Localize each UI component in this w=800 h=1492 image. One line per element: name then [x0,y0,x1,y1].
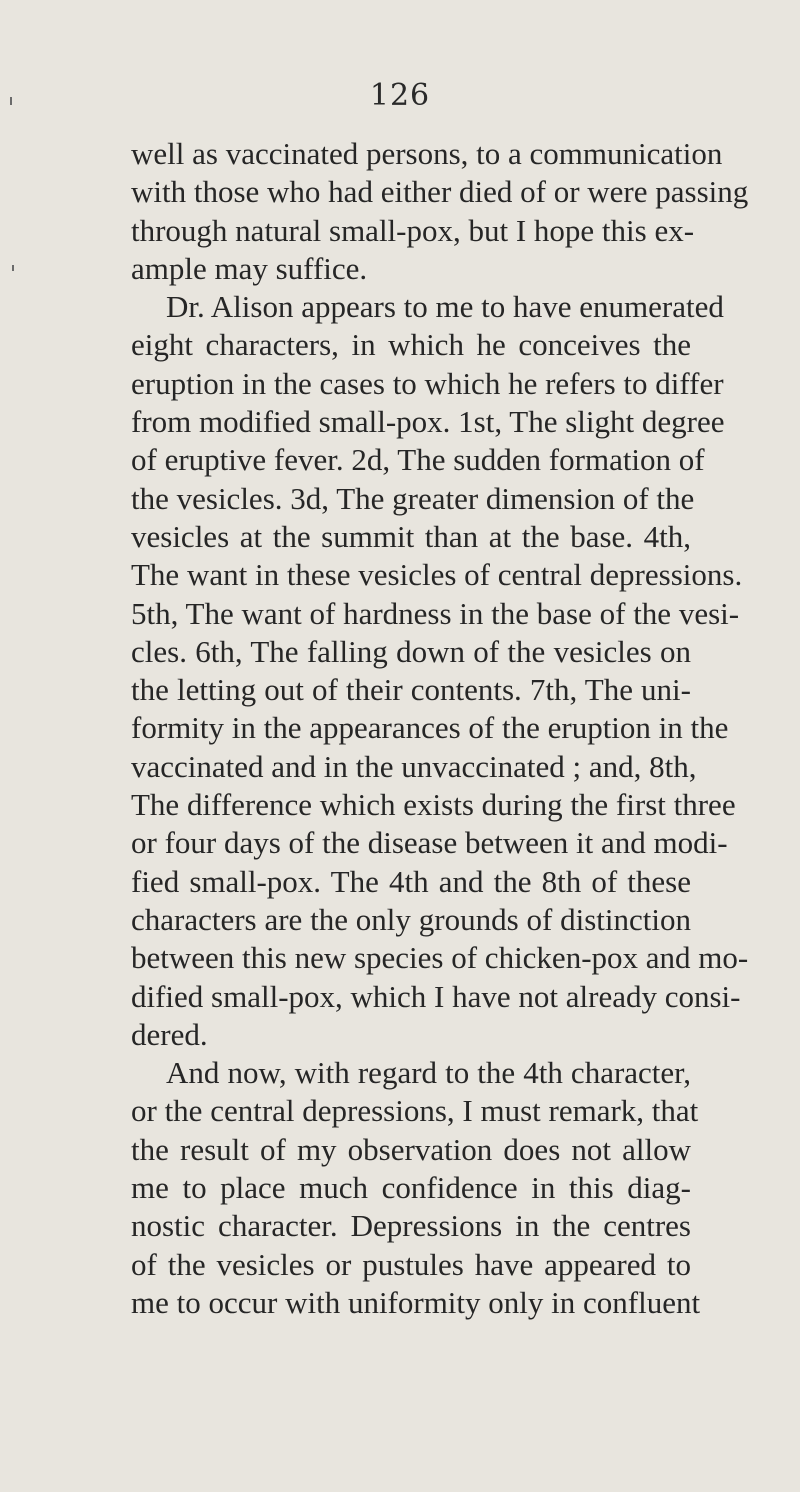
text-line: dified small-pox, which I have not already consi- [131,978,741,1014]
text-line: eight characters, in which he conceives the [131,327,691,363]
text-line: nostic character. Depressions in the centres [131,1208,691,1244]
text-line: me to place much confidence in this diag- [131,1170,691,1206]
text-line: the vesicles. 3d, The greater dimension of the [131,480,695,516]
text-line: between this new species of chicken-pox and mo- [131,940,749,976]
text-line: formity in the appearances of the eruption in the [131,710,729,746]
text-line: cles. 6th, The falling down of the vesicles on [131,633,691,669]
text-line: of the vesicles or pustules have appeared to [131,1246,691,1282]
text-line: well as vaccinated persons, to a communication [131,136,723,171]
text-line: vaccinated and in the unvaccinated ; and, 8th, [131,748,697,784]
text-line: through natural small-pox, but I hope this ex- [131,212,695,248]
text-line: The difference which exists during the first three [131,787,736,823]
page-number: 126 [369,78,431,113]
text-line: characters are the only grounds of distinction [131,901,691,937]
text-line: or the central depressions, I must remark, that [131,1093,699,1129]
text-line: me to occur with uniformity only in confluent [131,1284,701,1320]
text-line: from modified small-pox. 1st, The slight degree [131,404,725,440]
body-text [131,135,749,1322]
text-line: ample may suffice. [131,250,368,286]
text-line: eruption in the cases to which he refers to differ [131,365,724,401]
text-line: the letting out of their contents. 7th, The uni- [131,672,691,708]
text-line: or four days of the disease between it and modi- [131,825,728,861]
text-line: vesicles at the summit than at the base. 4th, [131,518,691,554]
text-line: fied small-pox. The 4th and the 8th of these [131,863,691,899]
text-line: Dr. Alison appears to me to have enumerated [166,289,724,325]
text-line: with those who had either died of or were passing [131,174,749,210]
text-line: 5th, The want of hardness in the base of the vesi- [131,595,740,631]
text-line: the result of my observation does not allow [131,1131,691,1167]
text-line: of eruptive fever. 2d, The sudden formation of [131,442,705,478]
text-line: dered. [131,1016,208,1052]
text-line: The want in these vesicles of central depressions. [131,557,743,593]
margin-mark [12,265,14,271]
margin-mark [10,97,12,105]
text-line: And now, with regard to the 4th character, [166,1055,691,1091]
